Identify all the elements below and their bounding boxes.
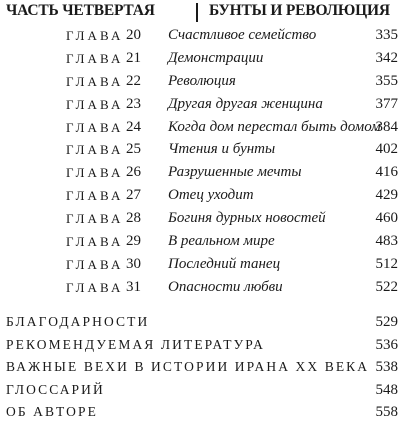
chapter-entry[interactable] [0, 256, 400, 279]
chapter-number: 22 [126, 72, 141, 89]
chapter-title: Когда дом перестал быть домом [168, 118, 381, 135]
chapter-number: 28 [126, 210, 141, 227]
chapter-page: 335 [375, 27, 398, 43]
backmatter-title: ОБ АВТОРЕ [6, 404, 98, 419]
backmatter-entry[interactable] [0, 404, 400, 421]
chapter-label: ГЛАВА [66, 142, 124, 158]
chapter-title: Революция [168, 72, 236, 89]
chapter-label: ГЛАВА [66, 50, 124, 66]
chapter-number: 27 [126, 187, 141, 204]
chapter-label: ГЛАВА [66, 279, 124, 295]
backmatter-entry[interactable] [0, 382, 400, 405]
chapter-title: Разрушенные мечты [168, 164, 302, 181]
chapter-entry[interactable] [0, 279, 400, 302]
chapter-entry[interactable] [0, 210, 400, 233]
chapter-page: 522 [375, 278, 398, 295]
backmatter-list [0, 314, 400, 421]
chapter-title: Демонстрации [168, 49, 264, 66]
chapter-page: 429 [375, 187, 398, 204]
chapter-entry[interactable] [0, 141, 400, 164]
chapter-page: 355 [375, 72, 398, 89]
chapter-page: 416 [375, 164, 398, 181]
backmatter-page: 529 [375, 314, 398, 330]
chapter-number: 31 [126, 278, 141, 295]
backmatter-entry[interactable] [0, 359, 400, 382]
chapter-label: ГЛАВА [66, 119, 124, 135]
chapter-entry[interactable] [0, 187, 400, 210]
chapter-entry[interactable] [0, 233, 400, 256]
chapter-page: 342 [375, 49, 398, 66]
chapter-page: 377 [375, 95, 398, 112]
backmatter-title: РЕКОМЕНДУЕМАЯ ЛИТЕРАТУРА [6, 336, 265, 352]
chapter-title: Богиня дурных новостей [168, 210, 326, 227]
chapter-label: ГЛАВА [66, 256, 124, 272]
chapter-entry[interactable] [0, 164, 400, 187]
chapter-entry[interactable] [0, 119, 400, 142]
backmatter-title: ГЛОССАРИЙ [6, 381, 105, 397]
chapter-label: ГЛАВА [66, 73, 124, 89]
chapter-page: 512 [375, 255, 398, 272]
backmatter-entry[interactable] [0, 314, 400, 337]
chapter-number: 25 [126, 141, 141, 158]
part-title: БУНТЫ И РЕВОЛЮЦИЯ [209, 2, 390, 19]
backmatter-page: 538 [375, 359, 398, 375]
chapter-entry[interactable] [0, 96, 400, 119]
chapter-title: Опасности любви [168, 278, 283, 295]
backmatter-entry[interactable] [0, 337, 400, 360]
chapter-number: 21 [126, 49, 141, 66]
backmatter-page: 558 [375, 404, 398, 420]
backmatter-title: ВАЖНЫЕ ВЕХИ В ИСТОРИИ ИРАНА XX ВЕКА [6, 359, 370, 374]
backmatter-page: 548 [375, 381, 398, 398]
chapter-number: 26 [126, 164, 141, 181]
chapter-number: 24 [126, 118, 141, 135]
chapter-label: ГЛАВА [66, 211, 124, 227]
header-divider [196, 3, 198, 22]
chapter-page: 384 [375, 118, 398, 135]
chapter-page: 402 [375, 141, 398, 158]
chapter-number: 23 [126, 95, 141, 112]
part-label: ЧАСТЬ ЧЕТВЕРТАЯ [6, 2, 155, 19]
chapter-label: ГЛАВА [66, 165, 124, 181]
chapter-title: Отец уходит [168, 187, 254, 204]
chapter-number: 29 [126, 233, 141, 250]
chapter-label: ГЛАВА [66, 188, 124, 204]
chapter-title: В реальном мире [168, 233, 275, 250]
chapter-entry[interactable] [0, 73, 400, 96]
chapter-page: 483 [375, 233, 398, 250]
chapter-title: Счастливое семейство [168, 27, 317, 43]
chapter-entry[interactable] [0, 50, 400, 73]
chapter-label: ГЛАВА [66, 28, 124, 43]
chapter-label: ГЛАВА [66, 96, 124, 112]
chapter-label: ГЛАВА [66, 234, 124, 250]
chapter-page: 460 [375, 210, 398, 227]
chapter-entry[interactable] [0, 27, 400, 50]
chapter-number: 30 [126, 255, 141, 272]
chapter-title: Последний танец [168, 255, 281, 272]
chapter-title: Чтения и бунты [168, 141, 276, 158]
chapter-list [0, 27, 400, 302]
backmatter-title: БЛАГОДАРНОСТИ [6, 314, 150, 329]
backmatter-page: 536 [375, 336, 398, 353]
chapter-number: 20 [126, 27, 141, 43]
chapter-title: Другая другая женщина [168, 95, 323, 112]
part-header [6, 2, 396, 26]
